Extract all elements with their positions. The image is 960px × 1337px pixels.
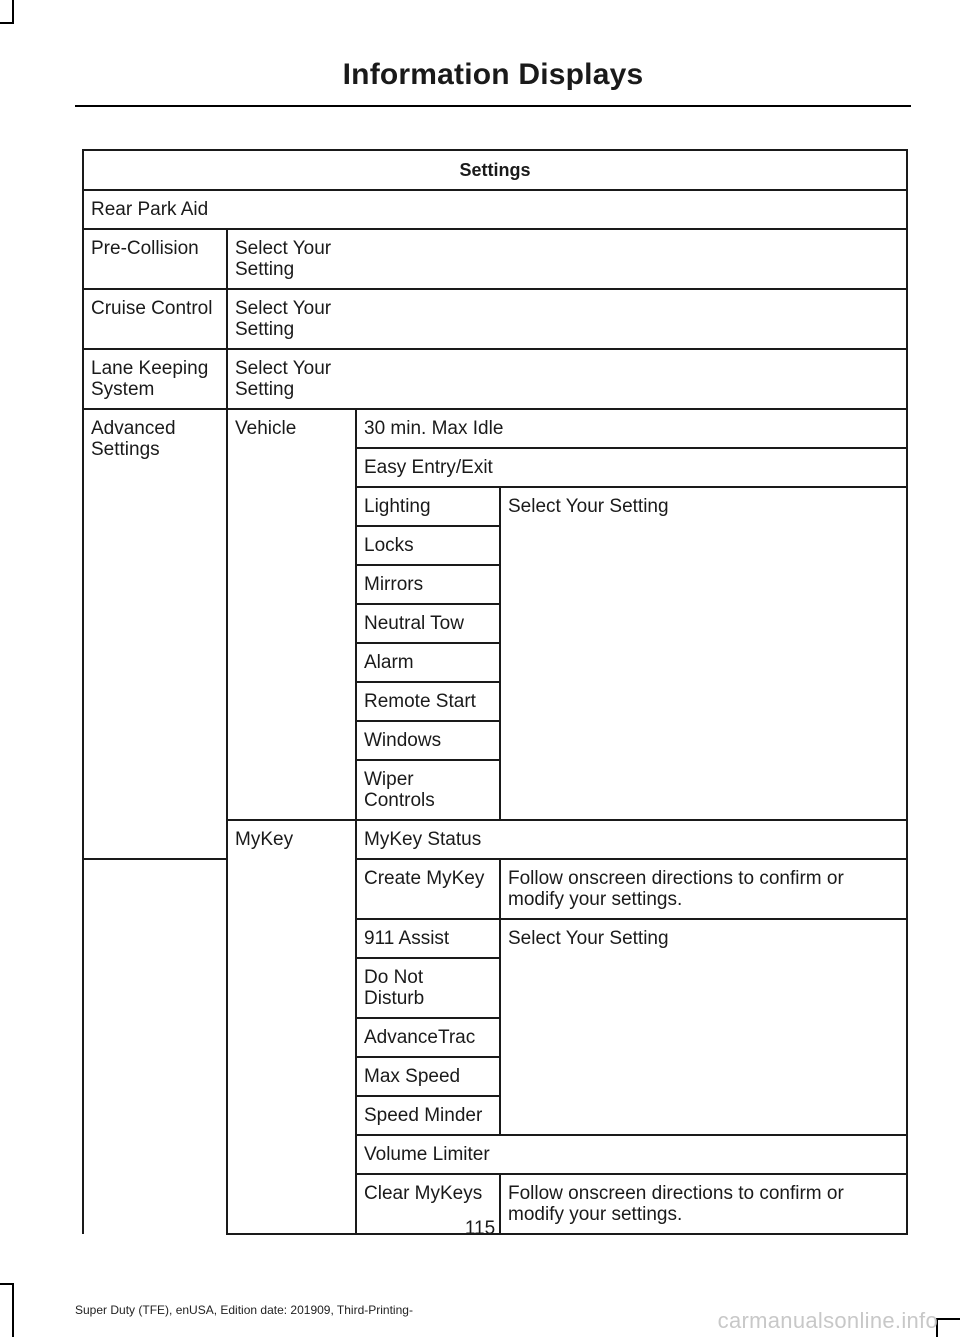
mykey-status: MyKey Status — [356, 820, 907, 859]
lane-keeping-value: Select Your Setting — [227, 349, 907, 409]
vehicle-item: Mirrors — [356, 565, 500, 604]
header-divider — [75, 105, 911, 107]
vehicle-item: Windows — [356, 721, 500, 760]
vehicle-label: Vehicle — [227, 409, 356, 820]
vehicle-item: Remote Start — [356, 682, 500, 721]
mykey-item: AdvanceTrac — [356, 1018, 500, 1057]
advanced-settings-continued — [83, 859, 227, 1234]
mykey-label: MyKey — [227, 820, 356, 1234]
crop-mark — [0, 22, 14, 24]
cruise-control-label: Cruise Control — [83, 289, 227, 349]
table-row — [83, 229, 907, 289]
table-row — [83, 190, 907, 229]
pre-collision-value: Select Your Setting — [227, 229, 907, 289]
table-row — [83, 409, 907, 448]
clear-mykeys-label: Clear MyKeys — [356, 1174, 500, 1234]
pre-collision-label: Pre-Collision — [83, 229, 227, 289]
page-title: Information Displays — [342, 58, 644, 91]
create-mykey-value: Follow onscreen directions to confirm or modify your settings. — [500, 859, 907, 919]
vehicle-item: Alarm — [356, 643, 500, 682]
easy-entry-exit: Easy Entry/Exit — [356, 448, 907, 487]
crop-mark — [936, 1318, 960, 1320]
crop-mark — [0, 1283, 14, 1285]
cruise-control-value: Select Your Setting — [227, 289, 907, 349]
vehicle-item: Lighting — [356, 487, 500, 526]
advanced-settings-label: Advanced Settings — [83, 409, 227, 859]
mykey-item: Do Not Disturb — [356, 958, 500, 1018]
table-title: Settings — [83, 150, 907, 190]
vehicle-item: Neutral Tow — [356, 604, 500, 643]
vehicle-item: Locks — [356, 526, 500, 565]
crop-mark — [12, 1283, 14, 1337]
mykey-select-setting: Select Your Setting — [500, 919, 907, 1135]
page-number: 115 — [464, 1218, 496, 1239]
mykey-item: Max Speed — [356, 1057, 500, 1096]
vehicle-item: Wiper Controls — [356, 760, 500, 820]
table-row — [83, 349, 907, 409]
volume-limiter: Volume Limiter — [356, 1135, 907, 1174]
table-row — [83, 859, 907, 919]
lane-keeping-label: Lane Keeping System — [83, 349, 227, 409]
table-row — [83, 150, 907, 190]
max-idle: 30 min. Max Idle — [356, 409, 907, 448]
mykey-item: Speed Minder — [356, 1096, 500, 1135]
table-row — [83, 289, 907, 349]
mykey-item: 911 Assist — [356, 919, 500, 958]
rear-park-aid: Rear Park Aid — [83, 190, 907, 229]
edition-footer: Super Duty (TFE), enUSA, Edition date: 201909, Third-Printing- — [75, 1303, 413, 1317]
create-mykey-label: Create MyKey — [356, 859, 500, 919]
settings-table — [82, 149, 908, 1235]
watermark: carmanualsonline.info — [717, 1308, 938, 1333]
vehicle-select-setting: Select Your Setting — [500, 487, 907, 820]
crop-mark — [12, 0, 14, 22]
clear-mykeys-value: Follow onscreen directions to confirm or modify your settings. — [500, 1174, 907, 1234]
